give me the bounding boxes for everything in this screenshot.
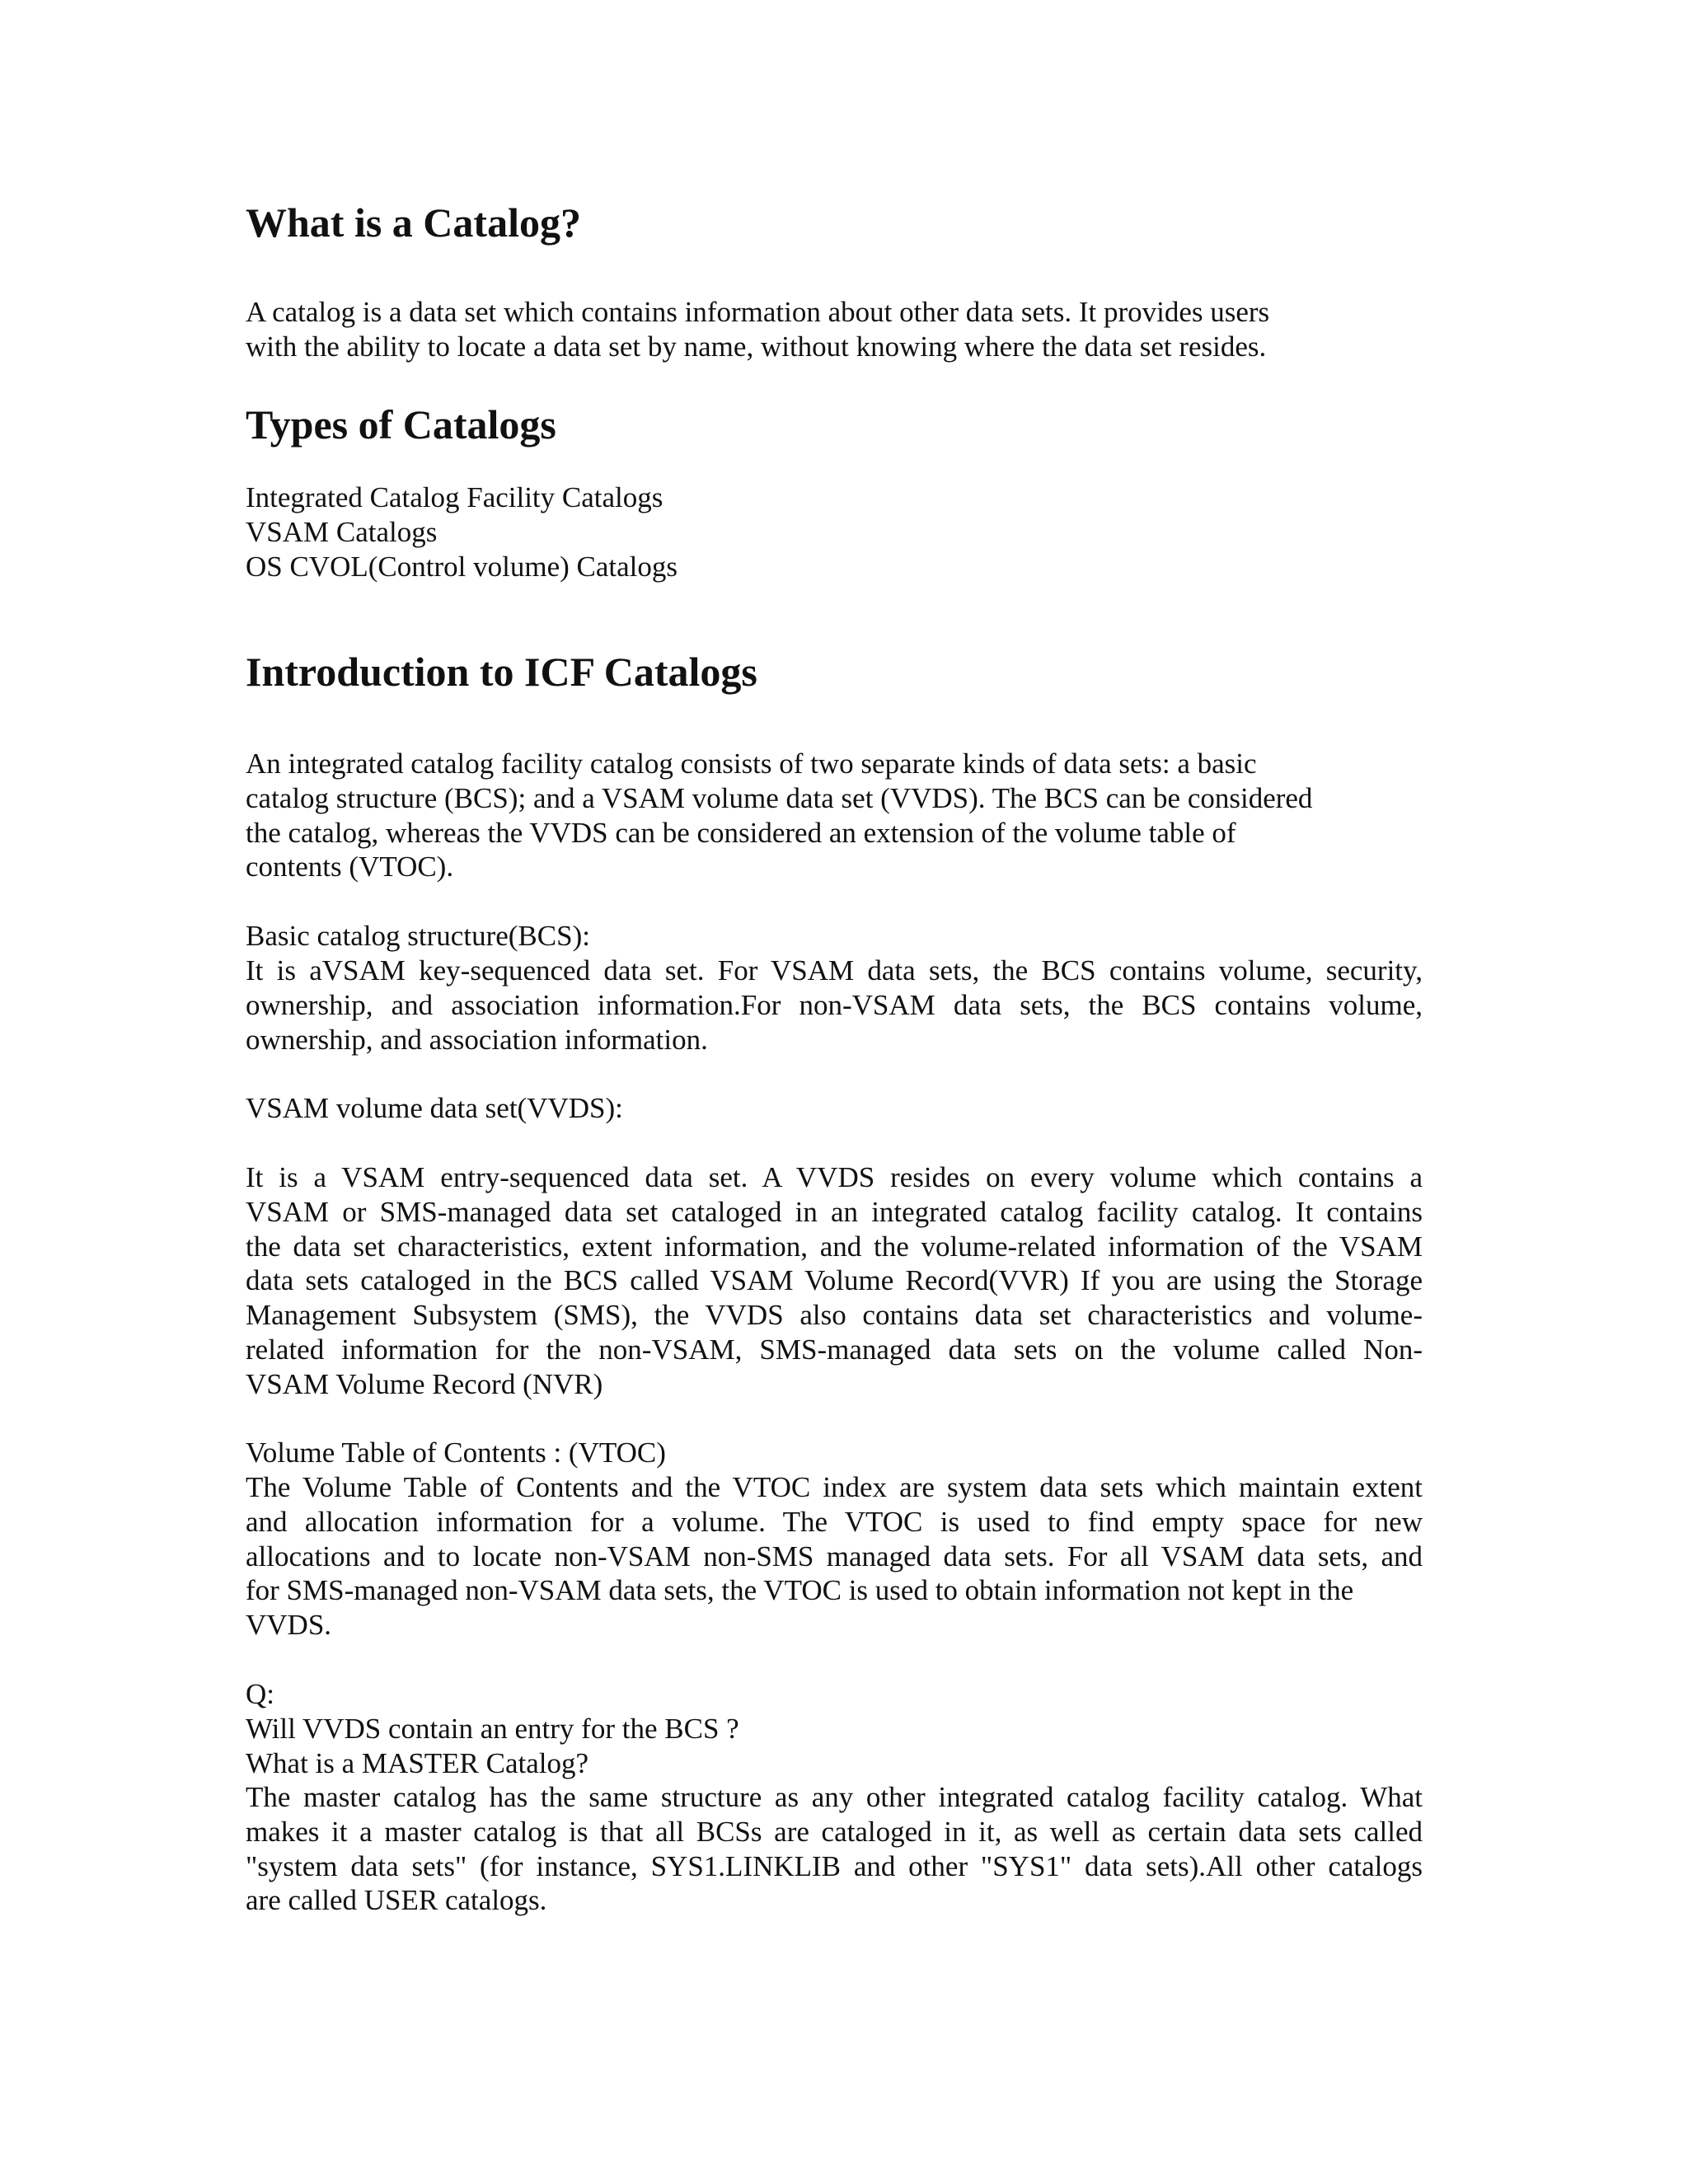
heading-introduction-to-icf-catalogs: Introduction to ICF Catalogs — [246, 649, 757, 695]
text-line: are called USER catalogs. — [246, 1884, 547, 1917]
bcs-label — [246, 919, 1423, 954]
list-item: OS CVOL(Control volume) Catalogs — [246, 550, 678, 583]
text-line: VVDS. — [246, 1609, 332, 1642]
text-line: the catalog, whereas the VVDS can be considered an extension of the volume table of — [246, 816, 1236, 849]
text-line: makes it a master catalog is that all BCSs are cataloged in it, as well as certain data sets called — [246, 1815, 1423, 1848]
vtoc-label — [246, 1436, 1423, 1470]
vvds-label — [246, 1091, 1423, 1126]
text-line: and allocation information for a volume. The VTOC is used to find empty space for new — [246, 1505, 1423, 1538]
text-line: VSAM or SMS-managed data set cataloged in an integrated catalog facility catalog. It contains — [246, 1195, 1423, 1228]
text-line: related information for the non-VSAM, SMS-managed data sets on the volume called Non- — [246, 1333, 1423, 1366]
text-line: Basic catalog structure(BCS): — [246, 920, 590, 952]
text-line: Management Subsystem (SMS), the VVDS also contains data set characteristics and volume- — [246, 1299, 1423, 1332]
master-catalog-paragraph — [246, 1780, 1423, 1918]
text-line: allocations and to locate non-VSAM non-SMS managed data sets. For all VSAM data sets, and — [246, 1540, 1423, 1572]
text-line: Volume Table of Contents : (VTOC) — [246, 1436, 666, 1469]
vvds-paragraph — [246, 1160, 1423, 1402]
text-line: It is a VSAM entry-sequenced data set. A VVDS resides on every volume which contains a — [246, 1161, 1423, 1193]
qa-section — [246, 1677, 1423, 1780]
list-item: Integrated Catalog Facility Catalogs — [246, 481, 663, 513]
text-line: It is aVSAM key-sequenced data set. For VSAM data sets, the BCS contains volume, security, — [246, 954, 1423, 987]
bcs-paragraph — [246, 954, 1423, 1057]
text-line: VSAM volume data set(VVDS): — [246, 1092, 623, 1124]
vtoc-paragraph — [246, 1470, 1423, 1643]
text-line: the data set characteristics, extent information, and the volume-related information of the VSAM — [246, 1230, 1423, 1263]
question-text: Will VVDS contain an entry for the BCS ? — [246, 1712, 739, 1745]
list-item: VSAM Catalogs — [246, 515, 438, 548]
icf-intro-paragraph — [246, 747, 1423, 884]
catalog-types-list — [246, 480, 1423, 583]
catalog-definition-paragraph — [246, 295, 1423, 364]
text-line: contents (VTOC). — [246, 851, 454, 883]
text-line: data sets cataloged in the BCS called VSAM Volume Record(VVR) If you are using the Storage — [246, 1264, 1423, 1297]
heading-types-of-catalogs: Types of Catalogs — [246, 401, 556, 448]
text-line: ownership, and association information. — [246, 1023, 708, 1056]
text-line: VSAM Volume Record (NVR) — [246, 1367, 603, 1400]
master-catalog-title: What is a MASTER Catalog? — [246, 1746, 589, 1779]
text-line: with the ability to locate a data set by name, without knowing where the data set resides. — [246, 330, 1267, 363]
text-line: for SMS-managed non-VSAM data sets, the VTOC is used to obtain information not kept in the — [246, 1574, 1354, 1607]
text-line: ownership, and association information.For non-VSAM data sets, the BCS contains volume, — [246, 988, 1423, 1021]
question-label: Q: — [246, 1678, 274, 1710]
text-line: catalog structure (BCS); and a VSAM volume data set (VVDS). The BCS can be considered — [246, 781, 1313, 814]
text-line: The master catalog has the same structure as any other integrated catalog facility catalog. What — [246, 1781, 1423, 1813]
text-line: An integrated catalog facility catalog consists of two separate kinds of data sets: a basic — [246, 748, 1257, 780]
text-line: The Volume Table of Contents and the VTOC index are system data sets which maintain extent — [246, 1471, 1423, 1503]
text-line: "system data sets" (for instance, SYS1.LINKLIB and other "SYS1" data sets).All other catalogs — [246, 1849, 1423, 1882]
heading-what-is-a-catalog: What is a Catalog? — [246, 199, 581, 246]
text-line: A catalog is a data set which contains information about other data sets. It provides users — [246, 296, 1270, 328]
